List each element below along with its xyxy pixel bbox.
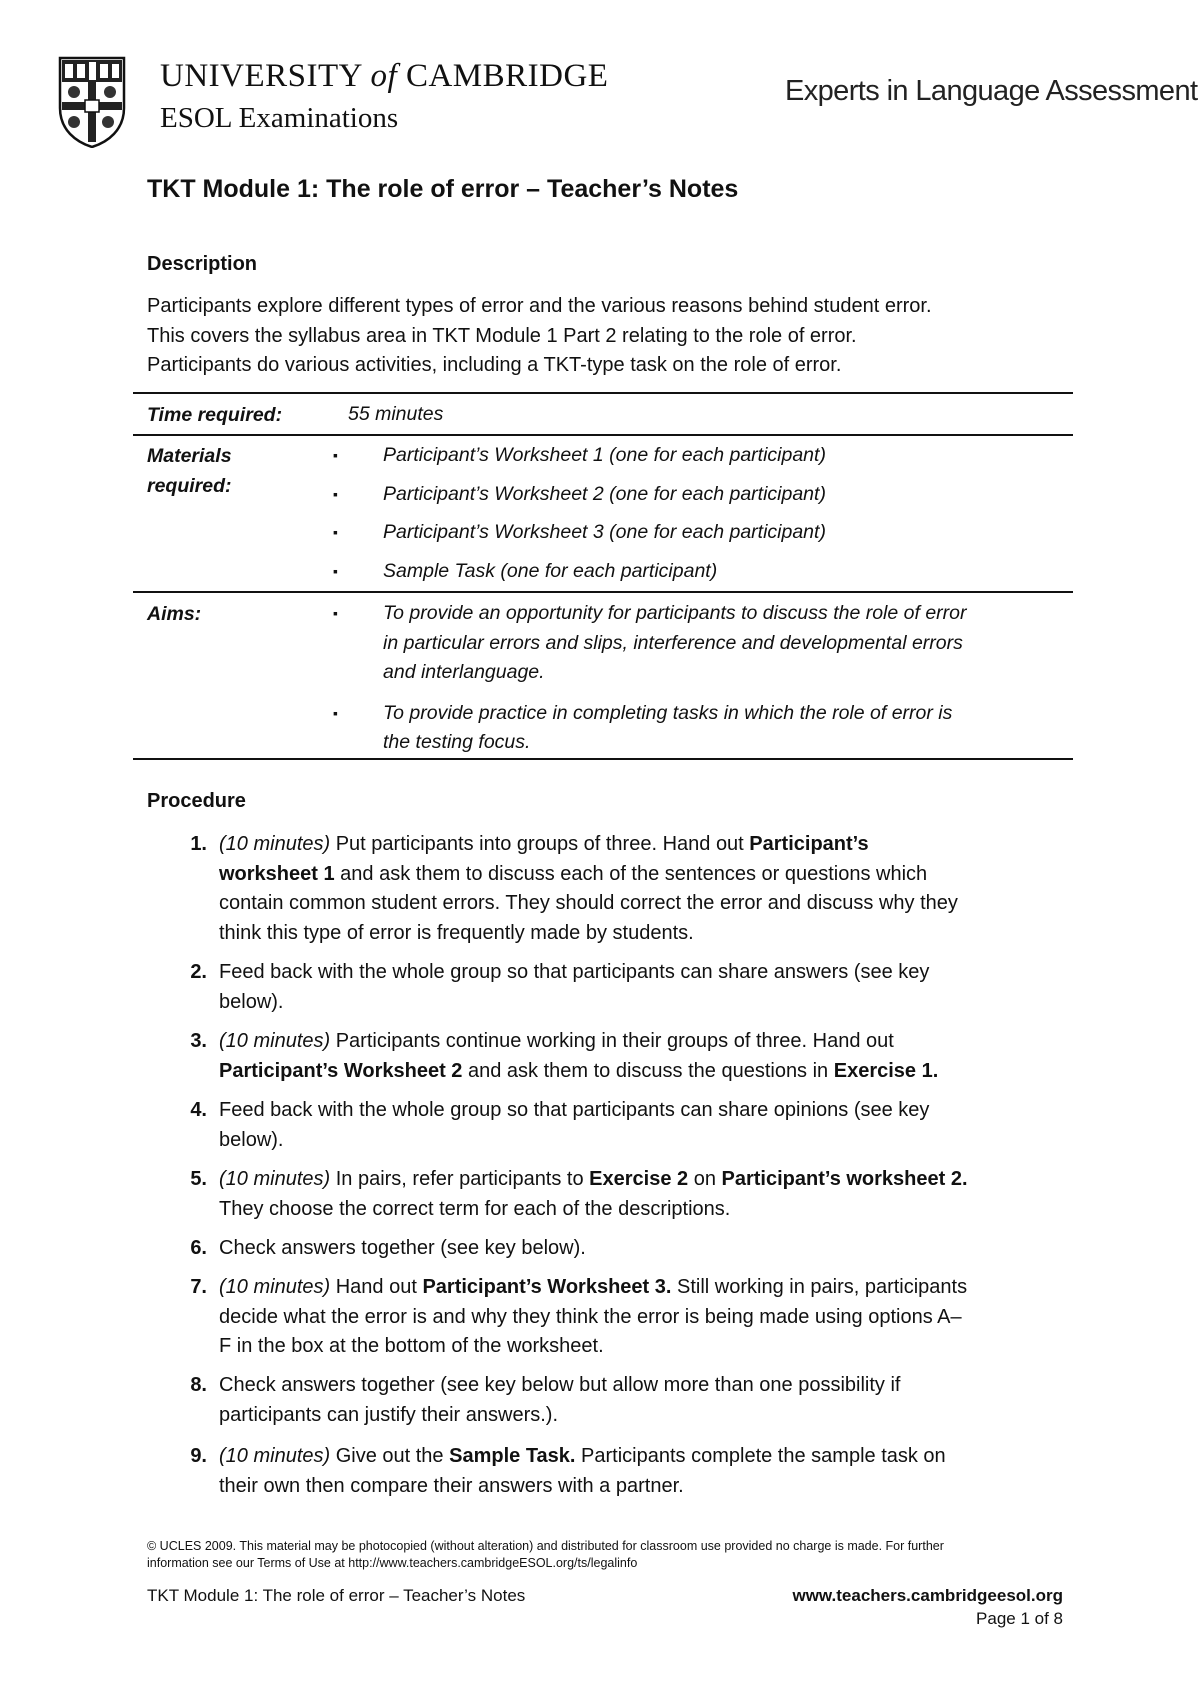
footer-website-link[interactable]: www.teachers.cambridgeesol.org [792, 1586, 1063, 1605]
description-line: This covers the syllabus area in TKT Module 1 Part 2 relating to the role of error. [147, 324, 857, 347]
header-tagline: Experts in Language Assessment [785, 75, 1198, 107]
bullet-icon: ▪ [333, 562, 338, 579]
footer-doc-title: TKT Module 1: The role of error – Teacher’s Notes [147, 1586, 526, 1605]
materials-row [133, 436, 1073, 591]
copyright-notice: © UCLES 2009. This material may be photocopied (without alteration) and distributed for classroom use provided no charge is made. For further information see our Terms of Use at http://www.teachers.cambridgeESOL.org/ts/legalinfo [147, 1539, 944, 1570]
bullet-icon: ▪ [333, 704, 338, 721]
info-table [133, 392, 1073, 760]
list-item: ▪ Participant’s Worksheet 2 (one for each participant) [333, 480, 1033, 510]
description-line: Participants explore different types of error and the various reasons behind student error. [147, 295, 932, 317]
procedure-heading: Procedure [147, 790, 246, 812]
university-name: UNIVERSITY of CAMBRIDGE [160, 58, 609, 94]
time-required-value: 55 minutes [348, 403, 444, 425]
bullet-icon: ▪ [333, 485, 338, 502]
list-item: ▪ Participant’s Worksheet 1 (one for each participant) [333, 441, 1033, 471]
bullet-icon: ▪ [333, 605, 338, 621]
list-item: ▪ Sample Task (one for each participant) [333, 557, 1033, 587]
materials-list [333, 441, 1033, 586]
aims-row [133, 593, 1073, 758]
description-heading: Description [147, 253, 258, 275]
list-item: ▪ To provide an opportunity for participants to discuss the role of error in particular errors and slips, interference and developmental errors and interlanguage. [333, 599, 1033, 688]
description-paragraph [147, 292, 1087, 381]
time-required-row [133, 394, 1073, 434]
page-number: Page 1 of 8 [976, 1609, 1063, 1628]
aims-label: Aims: [147, 603, 202, 625]
cambridge-crest-logo [58, 56, 126, 148]
list-item: ▪ Participant’s Worksheet 3 (one for each participant) [333, 518, 1033, 548]
page-header [0, 0, 1200, 150]
aims-list [333, 599, 1033, 758]
bullet-icon: ▪ [333, 447, 338, 463]
description-line: Participants do various activities, including a TKT-type task on the role of error. [147, 354, 842, 376]
table-rule [133, 758, 1073, 760]
list-item: ▪ To provide practice in completing tasks in which the role of error is the testing focus. [333, 699, 1033, 758]
esol-examinations-subtitle: ESOL Examinations [160, 102, 399, 134]
bullet-icon: ▪ [333, 524, 338, 540]
time-required-label: Time required: [147, 404, 283, 426]
page-title: TKT Module 1: The role of error – Teacher’s Notes [147, 175, 739, 203]
materials-label: Materials required: [147, 445, 232, 497]
